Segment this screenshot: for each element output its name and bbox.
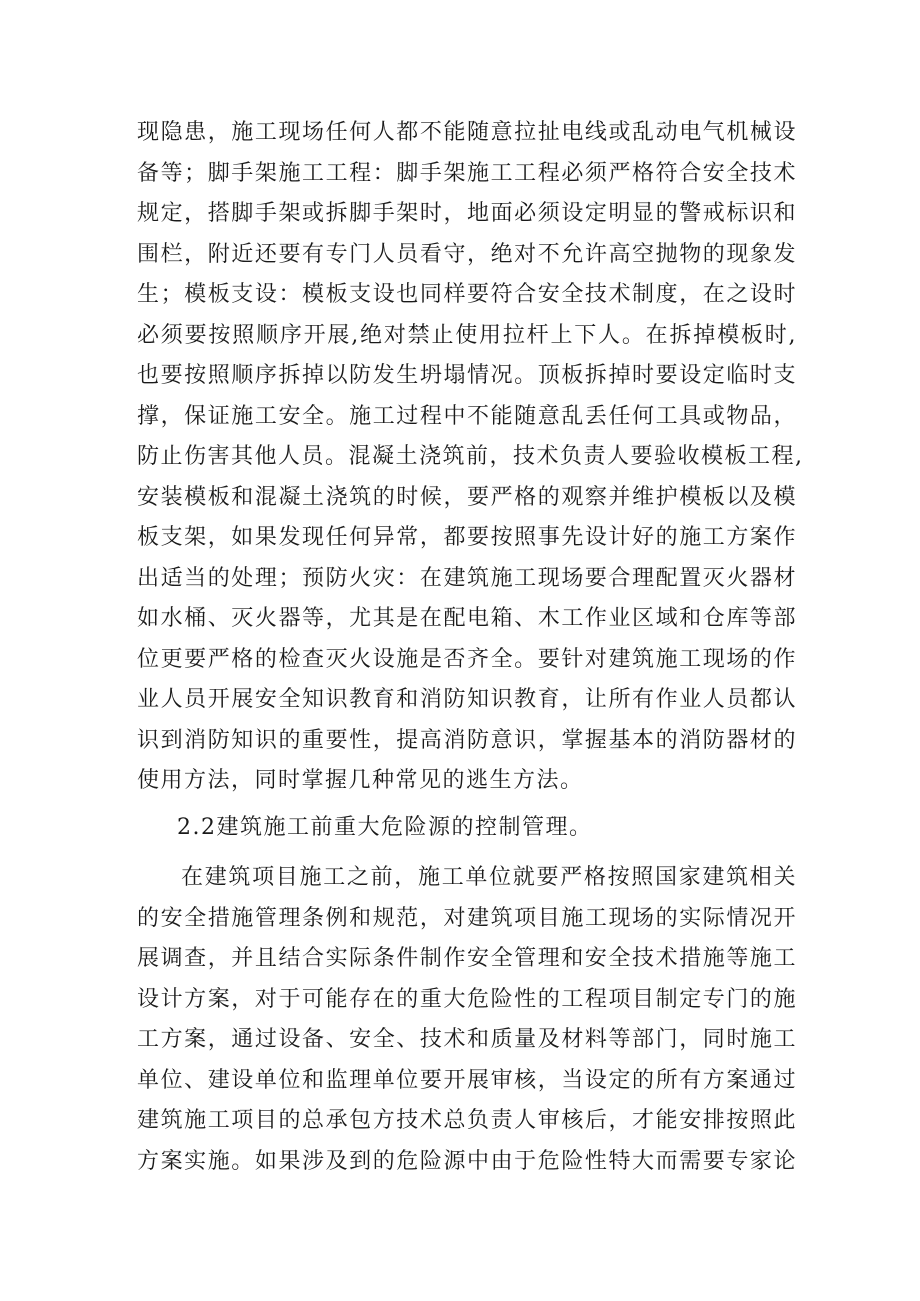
text-line: 规定，搭脚手架或拆脚手架时，地面必须设定明显的警戒标识和 [137, 201, 797, 226]
text-line: 在建筑项目施工之前，施工单位就要严格按照国家建筑相关 [181, 865, 797, 890]
text-line: 板支架，如果发现任何异常，都要按照事先设计好的施工方案作 [137, 525, 797, 550]
text-line: 识到消防知识的重要性，提高消防意识，掌握基本的消防器材的 [137, 727, 797, 753]
text-line: 生；模板支设：模板支设也同样要符合安全技术制度，在之设时 [137, 282, 797, 307]
text-line: 业人员开展安全知识教育和消防知识教育，让所有作业人员都认 [137, 687, 797, 712]
text-line: 也要按照顺序拆掉以防发生坍塌情况。顶板拆掉时要设定临时支 [137, 363, 797, 388]
text-line: 使用方法，同时掌握几种常见的逃生方法。 [137, 768, 584, 793]
text-line: 建筑施工项目的总承包方技术总负责人审核后，才能安排按照此 [137, 1108, 797, 1133]
text-line: 工方案，通过设备、安全、技术和质量及材料等部门，同时施工 [137, 1027, 797, 1052]
text-line: 围栏，附近还要有专门人员看守，绝对不允许高空抛物的现象发 [137, 241, 797, 267]
paragraph-2 [137, 858, 797, 1182]
text-line: 位更要严格的检查灭火设施是否齐全。要针对建筑施工现场的作 [137, 646, 797, 672]
paragraph-1 [137, 113, 804, 802]
text-line: 的安全措施管理条例和规范，对建筑项目施工现场的实际情况开 [137, 905, 797, 931]
section-heading: 2.2建筑施工前重大危险源的控制管理。 [177, 815, 593, 840]
text-line: 如水桶、灭火器等，尤其是在配电箱、木工作业区域和仓库等部 [137, 606, 797, 631]
text-line: 现隐患，施工现场任何人都不能随意拉扯电线或乱动电气机械设 [137, 120, 797, 145]
text-line: 备等；脚手架施工工程：脚手架施工工程必须严格符合安全技术 [137, 160, 797, 186]
text-line: 单位、建设单位和监理单位要开展审核，当设定的所有方案通过 [137, 1067, 797, 1093]
text-line: 安装模板和混凝土浇筑的时候，要严格的观察并维护模板以及模 [137, 484, 797, 510]
text-line: 展调查，并且结合实际条件制作安全管理和安全技术措施等施工 [137, 946, 797, 971]
text-line: 防止伤害其他人员。混凝土浇筑前，技术负责人要验收模板工程, [137, 444, 804, 469]
text-line: 必须要按照顺序开展,绝对禁止使用拉杆上下人。在拆掉模板时, [137, 322, 797, 348]
text-line: 撑，保证施工安全。施工过程中不能随意乱丢任何工具或物品， [137, 403, 797, 429]
text-line: 方案实施。如果涉及到的危险源中由于危险性特大而需要专家论 [137, 1148, 797, 1174]
text-line: 设计方案，对于可能存在的重大危险性的工程项目制定专门的施 [137, 986, 797, 1012]
text-line: 出适当的处理；预防火灾：在建筑施工现场要合理配置灭火器材 [137, 565, 797, 591]
